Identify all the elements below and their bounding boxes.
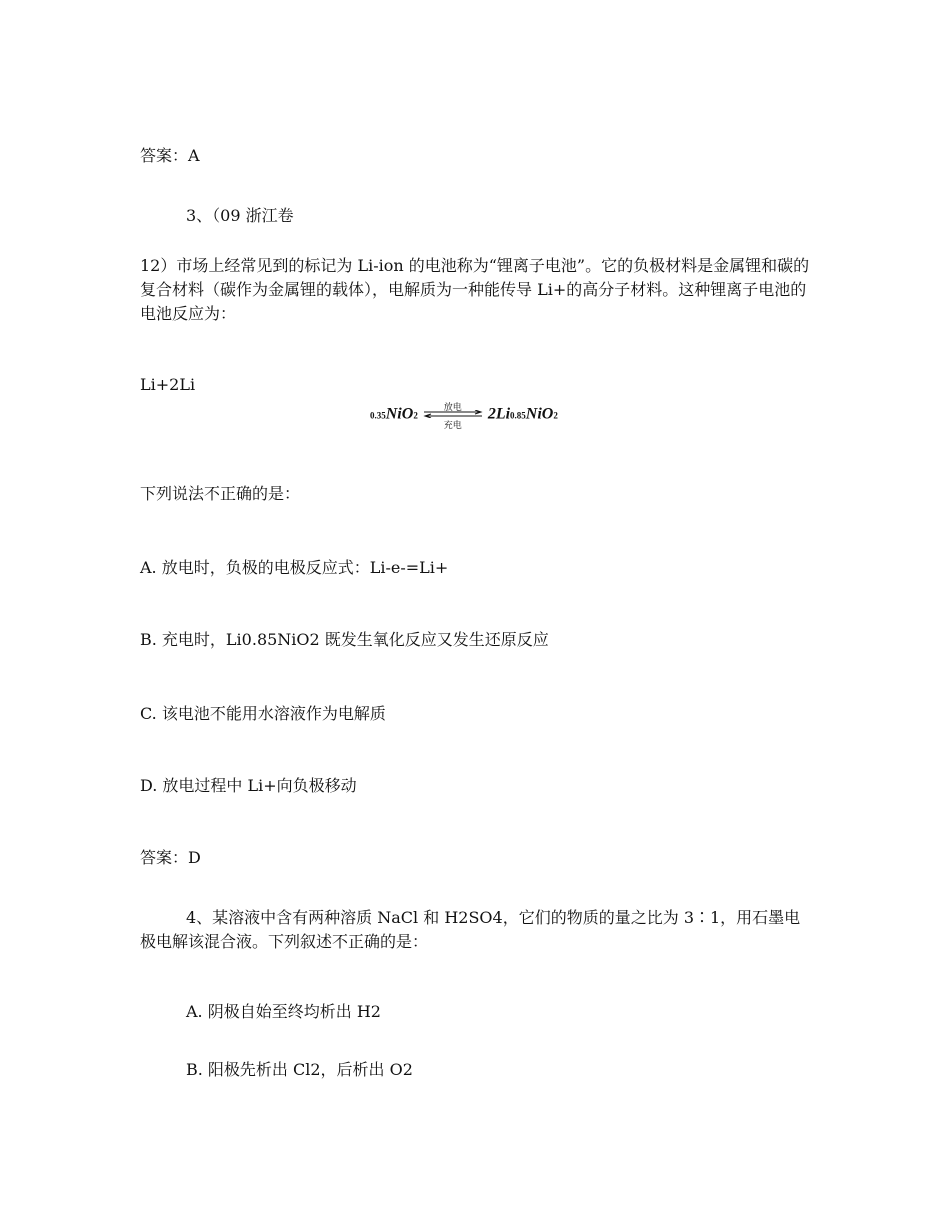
arrow-label-discharge: 放电 [443, 403, 462, 413]
answer-a: 答案：A [140, 146, 200, 165]
question-3-option-d: D. 放电过程中 Li+向负极移动 [140, 776, 357, 795]
equation-left-formula-subscript: 2 [413, 410, 418, 421]
equation-right-li: Li [495, 405, 511, 423]
question-3-number: 3、（09 浙江卷 [186, 206, 294, 225]
reaction-reactant-text: Li+2Li [140, 375, 196, 394]
equation-right-formula-subscript: 2 [553, 410, 558, 421]
answer-d: 答案：D [140, 848, 201, 867]
question-3-body: 12）市场上经常见到的标记为 Li-ion 的电池称为“锂离子电池”。它的负极材料是金属锂和碳的复合材料（碳作为金属锂的载体），电解质为一种能传导 Li+的高分子材料。这种锂离子电池的电池反应为： [140, 256, 810, 323]
question-3-option-a: A. 放电时，负极的电极反应式：Li-e-=Li+ [140, 558, 449, 577]
battery-reaction-equation [370, 400, 600, 436]
question-3-option-c: C. 该电池不能用水溶液作为电解质 [140, 704, 386, 723]
question-3-prompt: 下列说法不正确的是： [140, 484, 301, 503]
arrow-label-charge: 充电 [443, 421, 462, 431]
question-4-option-b: B. 阳极先析出 Cl2，后析出 O2 [186, 1060, 413, 1079]
equation-right-li-subscript: 0.85 [510, 410, 526, 421]
question-3-option-b: B. 充电时，Li0.85NiO2 既发生氧化反应又发生还原反应 [140, 630, 549, 649]
reversible-arrow [422, 400, 484, 430]
equation-right-coefficient: 2 [487, 405, 496, 423]
question-4-body: 4、某溶液中含有两种溶质 NaCl 和 H2SO4，它们的物质的量之比为 3∶1，用石墨电极电解该混合液。下列叙述不正确的是： [140, 908, 801, 951]
equation-left-formula: NiO [385, 405, 414, 423]
equation-left-subscript: 0.35 [370, 410, 386, 421]
equation-right-formula: NiO [525, 405, 554, 423]
question-4-option-a: A. 阴极自始至终均析出 H2 [186, 1002, 381, 1021]
reversible-arrow-icon [422, 410, 484, 418]
